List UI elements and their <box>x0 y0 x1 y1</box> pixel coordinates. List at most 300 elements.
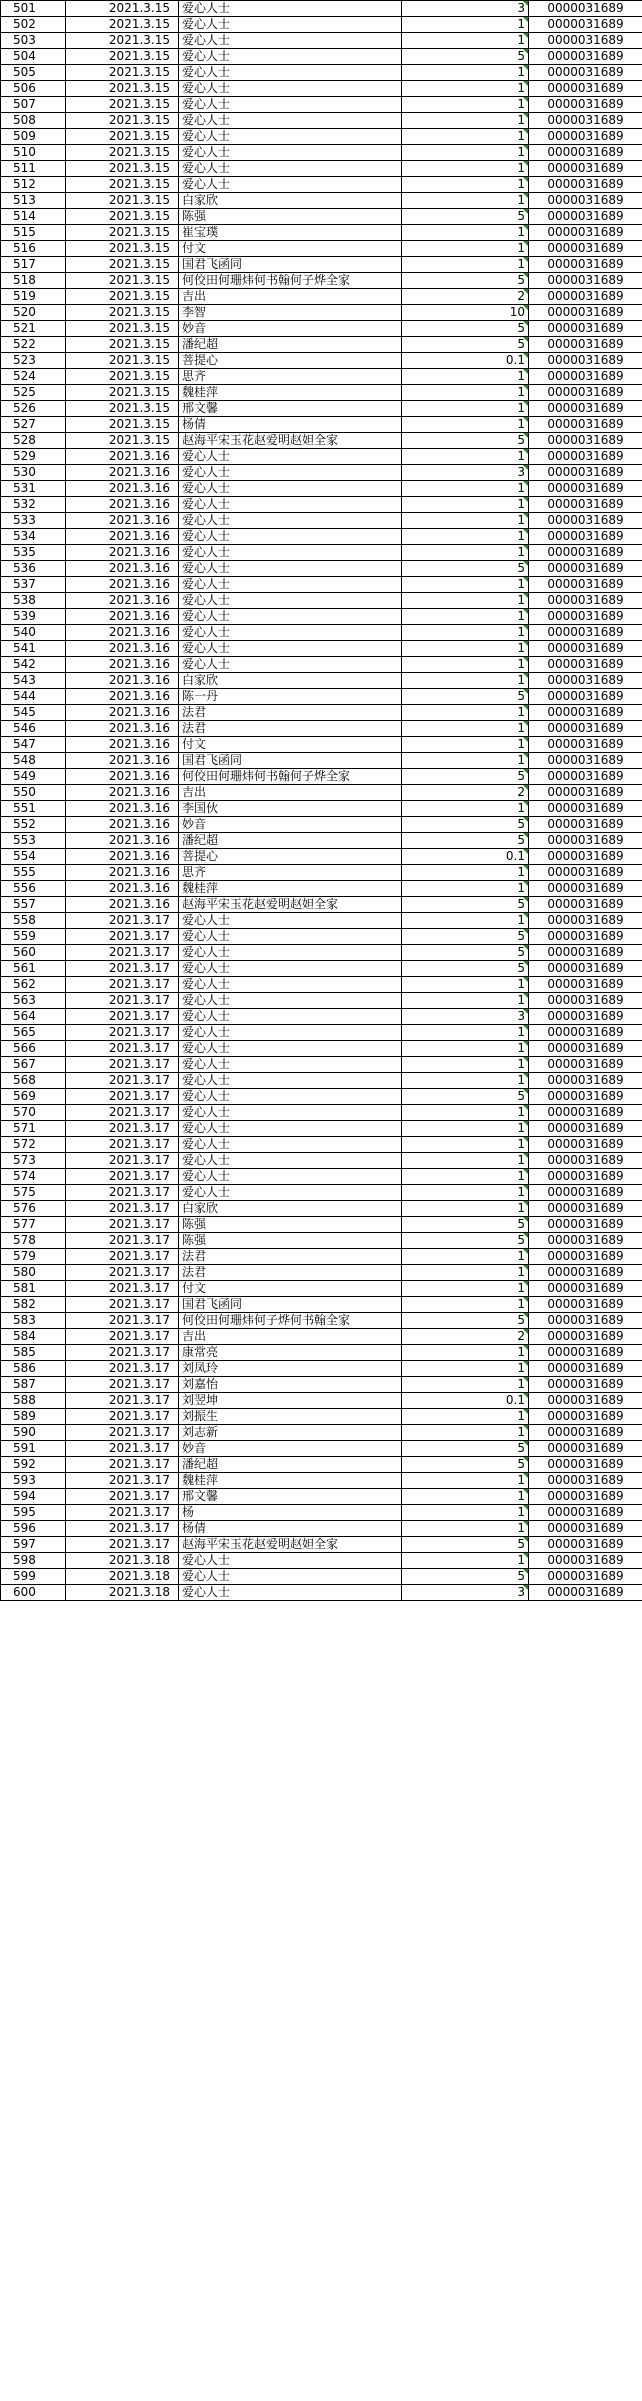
date-cell: 2021.3.15 <box>66 193 179 209</box>
table-row <box>1 433 642 449</box>
date-cell: 2021.3.16 <box>66 753 179 769</box>
table-row <box>1 593 642 609</box>
row-number-cell: 576 <box>1 1201 66 1217</box>
code-cell: 0000031689 <box>529 929 642 945</box>
date-cell: 2021.3.16 <box>66 817 179 833</box>
row-number-cell: 551 <box>1 801 66 817</box>
donor-name-cell: 爱心人士 <box>179 497 402 513</box>
table-row <box>1 97 642 113</box>
donor-name-cell: 爱心人士 <box>179 545 402 561</box>
row-number-cell: 528 <box>1 433 66 449</box>
date-cell: 2021.3.16 <box>66 897 179 913</box>
donor-name-cell: 思齐 <box>179 865 402 881</box>
row-number-cell: 512 <box>1 177 66 193</box>
table-row <box>1 1537 642 1553</box>
date-cell: 2021.3.15 <box>66 113 179 129</box>
code-cell: 0000031689 <box>529 1505 642 1521</box>
table-row <box>1 1425 642 1441</box>
code-cell: 0000031689 <box>529 1 642 17</box>
row-number-cell: 574 <box>1 1169 66 1185</box>
row-number-cell: 590 <box>1 1425 66 1441</box>
code-cell: 0000031689 <box>529 993 642 1009</box>
code-cell: 0000031689 <box>529 1345 642 1361</box>
donor-name-cell: 国君飞函同 <box>179 1297 402 1313</box>
date-cell: 2021.3.16 <box>66 593 179 609</box>
code-cell: 0000031689 <box>529 1105 642 1121</box>
code-cell: 0000031689 <box>529 1265 642 1281</box>
row-number-cell: 559 <box>1 929 66 945</box>
table-row <box>1 1345 642 1361</box>
donor-name-cell: 陈强 <box>179 1233 402 1249</box>
amount-cell: 1 <box>402 241 529 257</box>
row-number-cell: 526 <box>1 401 66 417</box>
row-number-cell: 592 <box>1 1457 66 1473</box>
amount-cell: 5 <box>402 1089 529 1105</box>
code-cell: 0000031689 <box>529 945 642 961</box>
row-number-cell: 557 <box>1 897 66 913</box>
code-cell: 0000031689 <box>529 273 642 289</box>
amount-cell: 1 <box>402 1345 529 1361</box>
code-cell: 0000031689 <box>529 913 642 929</box>
amount-cell: 5 <box>402 1441 529 1457</box>
table-row <box>1 113 642 129</box>
row-number-cell: 506 <box>1 81 66 97</box>
donor-name-cell: 魏桂萍 <box>179 385 402 401</box>
date-cell: 2021.3.17 <box>66 1473 179 1489</box>
donor-name-cell: 爱心人士 <box>179 177 402 193</box>
amount-cell: 0.1 <box>402 1393 529 1409</box>
date-cell: 2021.3.17 <box>66 993 179 1009</box>
amount-cell: 1 <box>402 865 529 881</box>
date-cell: 2021.3.15 <box>66 433 179 449</box>
table-row <box>1 577 642 593</box>
date-cell: 2021.3.16 <box>66 801 179 817</box>
date-cell: 2021.3.17 <box>66 1393 179 1409</box>
row-number-cell: 520 <box>1 305 66 321</box>
table-row <box>1 177 642 193</box>
amount-cell: 1 <box>402 1409 529 1425</box>
row-number-cell: 521 <box>1 321 66 337</box>
date-cell: 2021.3.16 <box>66 561 179 577</box>
donor-name-cell: 爱心人士 <box>179 1041 402 1057</box>
donation-table-body <box>1 1 642 1601</box>
date-cell: 2021.3.17 <box>66 961 179 977</box>
table-row <box>1 1121 642 1137</box>
donor-name-cell: 爱心人士 <box>179 1105 402 1121</box>
amount-cell: 1 <box>402 1489 529 1505</box>
amount-cell: 1 <box>402 1297 529 1313</box>
donor-name-cell: 付文 <box>179 241 402 257</box>
code-cell: 0000031689 <box>529 1473 642 1489</box>
donor-name-cell: 爱心人士 <box>179 577 402 593</box>
date-cell: 2021.3.17 <box>66 1009 179 1025</box>
table-row <box>1 49 642 65</box>
row-number-cell: 513 <box>1 193 66 209</box>
donor-name-cell: 白家欣 <box>179 1201 402 1217</box>
table-row <box>1 897 642 913</box>
date-cell: 2021.3.17 <box>66 1121 179 1137</box>
amount-cell: 0.1 <box>402 849 529 865</box>
table-row <box>1 1473 642 1489</box>
row-number-cell: 530 <box>1 465 66 481</box>
row-number-cell: 564 <box>1 1009 66 1025</box>
code-cell: 0000031689 <box>529 1201 642 1217</box>
date-cell: 2021.3.17 <box>66 1425 179 1441</box>
amount-cell: 5 <box>402 1217 529 1233</box>
date-cell: 2021.3.16 <box>66 849 179 865</box>
table-row <box>1 417 642 433</box>
code-cell: 0000031689 <box>529 97 642 113</box>
donor-name-cell: 爱心人士 <box>179 641 402 657</box>
code-cell: 0000031689 <box>529 1041 642 1057</box>
donor-name-cell: 爱心人士 <box>179 17 402 33</box>
row-number-cell: 581 <box>1 1281 66 1297</box>
date-cell: 2021.3.16 <box>66 449 179 465</box>
amount-cell: 1 <box>402 401 529 417</box>
date-cell: 2021.3.15 <box>66 161 179 177</box>
amount-cell: 5 <box>402 961 529 977</box>
date-cell: 2021.3.17 <box>66 1057 179 1073</box>
donor-name-cell: 何佼田何珊炜何子烨何书翰全家 <box>179 1313 402 1329</box>
code-cell: 0000031689 <box>529 705 642 721</box>
donor-name-cell: 爱心人士 <box>179 1569 402 1585</box>
code-cell: 0000031689 <box>529 1057 642 1073</box>
table-row <box>1 129 642 145</box>
table-row <box>1 273 642 289</box>
date-cell: 2021.3.17 <box>66 1521 179 1537</box>
date-cell: 2021.3.16 <box>66 865 179 881</box>
amount-cell: 1 <box>402 657 529 673</box>
date-cell: 2021.3.17 <box>66 1041 179 1057</box>
table-row <box>1 673 642 689</box>
row-number-cell: 589 <box>1 1409 66 1425</box>
amount-cell: 1 <box>402 641 529 657</box>
code-cell: 0000031689 <box>529 465 642 481</box>
amount-cell: 1 <box>402 529 529 545</box>
table-row <box>1 369 642 385</box>
code-cell: 0000031689 <box>529 1025 642 1041</box>
table-row <box>1 769 642 785</box>
donor-name-cell: 爱心人士 <box>179 65 402 81</box>
donor-name-cell: 爱心人士 <box>179 625 402 641</box>
code-cell: 0000031689 <box>529 385 642 401</box>
code-cell: 0000031689 <box>529 481 642 497</box>
code-cell: 0000031689 <box>529 17 642 33</box>
code-cell: 0000031689 <box>529 1281 642 1297</box>
amount-cell: 1 <box>402 1041 529 1057</box>
code-cell: 0000031689 <box>529 849 642 865</box>
row-number-cell: 501 <box>1 1 66 17</box>
table-row <box>1 753 642 769</box>
table-row <box>1 1361 642 1377</box>
row-number-cell: 536 <box>1 561 66 577</box>
row-number-cell: 584 <box>1 1329 66 1345</box>
date-cell: 2021.3.16 <box>66 481 179 497</box>
code-cell: 0000031689 <box>529 1313 642 1329</box>
code-cell: 0000031689 <box>529 1393 642 1409</box>
row-number-cell: 529 <box>1 449 66 465</box>
date-cell: 2021.3.17 <box>66 1281 179 1297</box>
donor-name-cell: 爱心人士 <box>179 1025 402 1041</box>
date-cell: 2021.3.17 <box>66 1329 179 1345</box>
amount-cell: 1 <box>402 737 529 753</box>
table-row <box>1 305 642 321</box>
code-cell: 0000031689 <box>529 593 642 609</box>
table-row <box>1 1265 642 1281</box>
date-cell: 2021.3.15 <box>66 289 179 305</box>
date-cell: 2021.3.16 <box>66 641 179 657</box>
date-cell: 2021.3.15 <box>66 337 179 353</box>
code-cell: 0000031689 <box>529 1169 642 1185</box>
code-cell: 0000031689 <box>529 609 642 625</box>
code-cell: 0000031689 <box>529 1009 642 1025</box>
row-number-cell: 587 <box>1 1377 66 1393</box>
code-cell: 0000031689 <box>529 1409 642 1425</box>
code-cell: 0000031689 <box>529 369 642 385</box>
row-number-cell: 516 <box>1 241 66 257</box>
amount-cell: 1 <box>402 705 529 721</box>
date-cell: 2021.3.17 <box>66 1457 179 1473</box>
code-cell: 0000031689 <box>529 801 642 817</box>
row-number-cell: 552 <box>1 817 66 833</box>
donor-name-cell: 国君飞函同 <box>179 753 402 769</box>
row-number-cell: 595 <box>1 1505 66 1521</box>
amount-cell: 5 <box>402 1537 529 1553</box>
code-cell: 0000031689 <box>529 737 642 753</box>
donor-name-cell: 爱心人士 <box>179 593 402 609</box>
row-number-cell: 514 <box>1 209 66 225</box>
table-row <box>1 209 642 225</box>
table-row <box>1 481 642 497</box>
row-number-cell: 597 <box>1 1537 66 1553</box>
donor-name-cell: 爱心人士 <box>179 1057 402 1073</box>
table-row <box>1 1505 642 1521</box>
donor-name-cell: 法君 <box>179 1265 402 1281</box>
table-row <box>1 1409 642 1425</box>
code-cell: 0000031689 <box>529 321 642 337</box>
row-number-cell: 571 <box>1 1121 66 1137</box>
date-cell: 2021.3.16 <box>66 769 179 785</box>
code-cell: 0000031689 <box>529 577 642 593</box>
row-number-cell: 509 <box>1 129 66 145</box>
amount-cell: 1 <box>402 177 529 193</box>
table-row <box>1 497 642 513</box>
date-cell: 2021.3.17 <box>66 945 179 961</box>
row-number-cell: 593 <box>1 1473 66 1489</box>
table-row <box>1 1057 642 1073</box>
row-number-cell: 575 <box>1 1185 66 1201</box>
table-row <box>1 241 642 257</box>
code-cell: 0000031689 <box>529 1073 642 1089</box>
row-number-cell: 546 <box>1 721 66 737</box>
amount-cell: 0.1 <box>402 353 529 369</box>
code-cell: 0000031689 <box>529 1089 642 1105</box>
amount-cell: 1 <box>402 1553 529 1569</box>
donor-name-cell: 爱心人士 <box>179 513 402 529</box>
donor-name-cell: 李智 <box>179 305 402 321</box>
amount-cell: 1 <box>402 1505 529 1521</box>
donor-name-cell: 爱心人士 <box>179 1185 402 1201</box>
table-row <box>1 1089 642 1105</box>
table-row <box>1 353 642 369</box>
donor-name-cell: 爱心人士 <box>179 81 402 97</box>
row-number-cell: 566 <box>1 1041 66 1057</box>
date-cell: 2021.3.15 <box>66 145 179 161</box>
row-number-cell: 524 <box>1 369 66 385</box>
row-number-cell: 539 <box>1 609 66 625</box>
row-number-cell: 525 <box>1 385 66 401</box>
donor-name-cell: 爱心人士 <box>179 1137 402 1153</box>
code-cell: 0000031689 <box>529 961 642 977</box>
amount-cell: 1 <box>402 801 529 817</box>
date-cell: 2021.3.16 <box>66 577 179 593</box>
amount-cell: 1 <box>402 417 529 433</box>
donor-name-cell: 潘纪超 <box>179 1457 402 1473</box>
row-number-cell: 515 <box>1 225 66 241</box>
code-cell: 0000031689 <box>529 241 642 257</box>
donor-name-cell: 刘振生 <box>179 1409 402 1425</box>
donor-name-cell: 法君 <box>179 1249 402 1265</box>
row-number-cell: 505 <box>1 65 66 81</box>
date-cell: 2021.3.15 <box>66 17 179 33</box>
amount-cell: 1 <box>402 65 529 81</box>
table-row <box>1 513 642 529</box>
row-number-cell: 535 <box>1 545 66 561</box>
row-number-cell: 544 <box>1 689 66 705</box>
date-cell: 2021.3.17 <box>66 1297 179 1313</box>
date-cell: 2021.3.17 <box>66 1201 179 1217</box>
date-cell: 2021.3.15 <box>66 321 179 337</box>
table-row <box>1 929 642 945</box>
code-cell: 0000031689 <box>529 753 642 769</box>
code-cell: 0000031689 <box>529 433 642 449</box>
table-row <box>1 1489 642 1505</box>
code-cell: 0000031689 <box>529 113 642 129</box>
donor-name-cell: 刘嘉怡 <box>179 1377 402 1393</box>
code-cell: 0000031689 <box>529 529 642 545</box>
row-number-cell: 518 <box>1 273 66 289</box>
table-row <box>1 449 642 465</box>
date-cell: 2021.3.16 <box>66 833 179 849</box>
date-cell: 2021.3.15 <box>66 353 179 369</box>
donor-name-cell: 邢文馨 <box>179 1489 402 1505</box>
row-number-cell: 563 <box>1 993 66 1009</box>
donor-name-cell: 爱心人士 <box>179 929 402 945</box>
row-number-cell: 598 <box>1 1553 66 1569</box>
date-cell: 2021.3.15 <box>66 33 179 49</box>
amount-cell: 5 <box>402 49 529 65</box>
row-number-cell: 548 <box>1 753 66 769</box>
date-cell: 2021.3.17 <box>66 1233 179 1249</box>
table-row <box>1 1105 642 1121</box>
amount-cell: 1 <box>402 977 529 993</box>
row-number-cell: 567 <box>1 1057 66 1073</box>
date-cell: 2021.3.17 <box>66 1441 179 1457</box>
code-cell: 0000031689 <box>529 1425 642 1441</box>
amount-cell: 1 <box>402 257 529 273</box>
row-number-cell: 508 <box>1 113 66 129</box>
table-row <box>1 561 642 577</box>
donor-name-cell: 魏桂萍 <box>179 1473 402 1489</box>
row-number-cell: 600 <box>1 1585 66 1601</box>
amount-cell: 1 <box>402 1265 529 1281</box>
code-cell: 0000031689 <box>529 721 642 737</box>
donor-name-cell: 魏桂萍 <box>179 881 402 897</box>
donor-name-cell: 吉出 <box>179 1329 402 1345</box>
date-cell: 2021.3.16 <box>66 737 179 753</box>
amount-cell: 5 <box>402 689 529 705</box>
date-cell: 2021.3.15 <box>66 369 179 385</box>
code-cell: 0000031689 <box>529 209 642 225</box>
date-cell: 2021.3.16 <box>66 545 179 561</box>
table-row <box>1 833 642 849</box>
code-cell: 0000031689 <box>529 817 642 833</box>
code-cell: 0000031689 <box>529 289 642 305</box>
amount-cell: 1 <box>402 193 529 209</box>
code-cell: 0000031689 <box>529 785 642 801</box>
amount-cell: 3 <box>402 1 529 17</box>
table-row <box>1 1441 642 1457</box>
table-row <box>1 865 642 881</box>
code-cell: 0000031689 <box>529 337 642 353</box>
table-row <box>1 1313 642 1329</box>
code-cell: 0000031689 <box>529 161 642 177</box>
date-cell: 2021.3.17 <box>66 1265 179 1281</box>
amount-cell: 1 <box>402 161 529 177</box>
amount-cell: 1 <box>402 577 529 593</box>
code-cell: 0000031689 <box>529 1377 642 1393</box>
row-number-cell: 549 <box>1 769 66 785</box>
donor-name-cell: 陈强 <box>179 209 402 225</box>
code-cell: 0000031689 <box>529 1537 642 1553</box>
table-row <box>1 193 642 209</box>
row-number-cell: 594 <box>1 1489 66 1505</box>
amount-cell: 3 <box>402 465 529 481</box>
table-row <box>1 1553 642 1569</box>
row-number-cell: 560 <box>1 945 66 961</box>
table-row <box>1 17 642 33</box>
table-row <box>1 609 642 625</box>
donor-name-cell: 爱心人士 <box>179 449 402 465</box>
date-cell: 2021.3.17 <box>66 1169 179 1185</box>
code-cell: 0000031689 <box>529 497 642 513</box>
row-number-cell: 572 <box>1 1137 66 1153</box>
donor-name-cell: 杨 <box>179 1505 402 1521</box>
amount-cell: 1 <box>402 513 529 529</box>
code-cell: 0000031689 <box>529 401 642 417</box>
row-number-cell: 533 <box>1 513 66 529</box>
row-number-cell: 553 <box>1 833 66 849</box>
date-cell: 2021.3.17 <box>66 1073 179 1089</box>
date-cell: 2021.3.17 <box>66 1377 179 1393</box>
table-row <box>1 689 642 705</box>
amount-cell: 1 <box>402 593 529 609</box>
row-number-cell: 561 <box>1 961 66 977</box>
table-row <box>1 1297 642 1313</box>
row-number-cell: 543 <box>1 673 66 689</box>
amount-cell: 10 <box>402 305 529 321</box>
date-cell: 2021.3.15 <box>66 225 179 241</box>
row-number-cell: 570 <box>1 1105 66 1121</box>
donor-name-cell: 潘纪超 <box>179 337 402 353</box>
row-number-cell: 503 <box>1 33 66 49</box>
code-cell: 0000031689 <box>529 33 642 49</box>
table-row <box>1 65 642 81</box>
amount-cell: 1 <box>402 1121 529 1137</box>
amount-cell: 1 <box>402 449 529 465</box>
donor-name-cell: 爱心人士 <box>179 1585 402 1601</box>
amount-cell: 1 <box>402 113 529 129</box>
